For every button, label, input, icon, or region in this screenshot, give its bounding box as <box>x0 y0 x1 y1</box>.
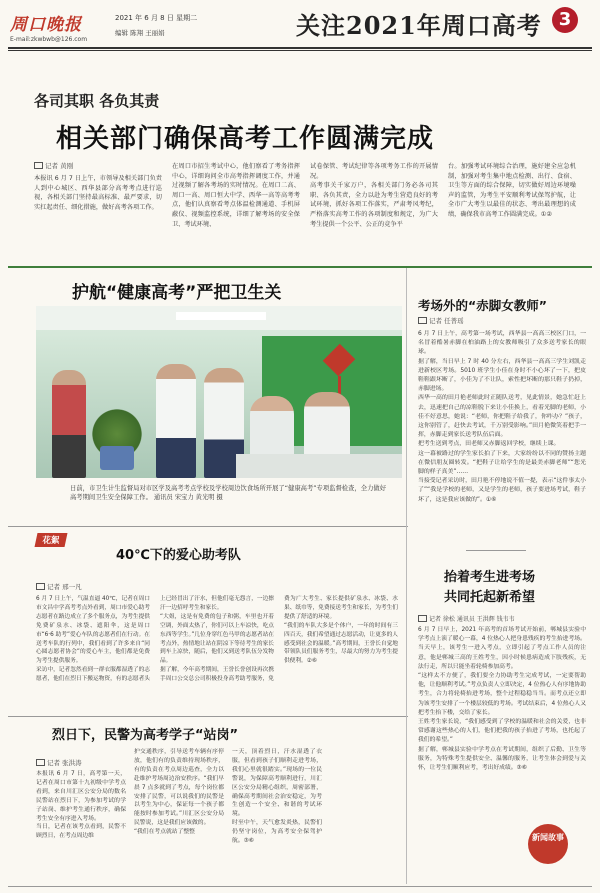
newspaper-logo: 周口晚报 <box>10 15 82 35</box>
photo-person-2 <box>156 364 196 478</box>
photo-counter <box>236 454 402 478</box>
police-headline: 烈日下，民警为高考学子“站岗” <box>52 728 239 743</box>
volunteer-body: 6 月 7 日上午，气温直逼 40℃，记者在周口市文昌中学高考考点外看到，周口市爱心助考志愿者在路边成立了多个服务点，为考生提供免费矿泉水、冰袋、遮阳伞，这是周口市“6·6 助考”爱心车队的志愿者们在行动。在送考车队的行列中，我们看到了许多来自“同心圆志愿者协会”的爱心车主，他们都是免费为考生提供服务。 采访中，记者忽然看到一群衣服都湿透了的志愿者，他们在烈日下搬运物资，有的志愿者头上已经冒出了汗水，但他们毫无怨言，一边擦汗一边招呼考生和家长。 “大姐，这是有免费的包子和粥，车里也开着空调，外面太热了，你们可以上车凉快，吃点东西等学生。”几位身穿红色马甲的志愿者站在考点外，热情地让站在阴凉下等待考生的家长到车上凉快，随后，他们又到送考队伍分发物品。 据了解，今年高考期间，王誉长誉创设再次携手周口公交总公司积极投身高考助考服务，免费为广大考生、家长提供矿泉水、冰袋、水果、纸巾等，免费接送考生和家长，为考生们提供了舒适的环境。 “我们的车队大多是个体户，一年的时间有三四百天，我们希望通过志愿活动，让更多的人感受到社会的温暖。”高考期间，王誉长自觉地带领队员们服务考生，尽最大的努力为考生提供便利。②⑥ <box>36 596 398 683</box>
police-column-2: 护交通秩序，引导送考车辆有序停放，他们有的负责维持现场秩序，有的负责在考点周边巡查，全力以赴维护考场周边治安秩序。“我们早晨 7 点多就到了考点，每个岗位都安排了民警，可以说我们的民警是以考生为中心，保证每一个孩子都能按时参加考试。”川汇区公安分局民警说，这是我们应该做的。 “我们在考点就站了整整 <box>134 749 224 836</box>
lead-column-2: 在周口市招生考试中心，他们察看了考务指挥中心，详细询问全市高考指挥调度工作，并通过视频了解各考场的实时情况。在周口二高、周口一高、周口恒大中学、西华一高等高考考点，他们认真察看考点体温检测通道、手机屏蔽仪、视频监控系统，详细了解考场的安全保卫、考试环境、 <box>172 163 300 228</box>
lead-byline: 记者 黄刚 <box>34 161 73 170</box>
police-byline: 记者 张洪涛 <box>36 758 82 767</box>
health-photo <box>36 306 402 478</box>
lead-headline: 相关部门确保高考工作圆满完成 <box>56 124 435 154</box>
teacher-body: 6 月 7 日上午，高考第一场考试，西华县一高高三校区门口，一名冒着酷暑赤脚在柏油路上的女教师吸引了众多送考家长的眼球。 据了解，当日早上 7 时 40 分左右，西华县一高高三学生刘凯走进新校区考场。5010 班学生小佳在身时不小心坏了一下，把皮鞋鞋跟坏断了，小佳为了不让队，索性把坏断的那只鞋子扔掉，赤脚进场。 西华一高的田月艳老师此时正随队送考，见此情景，她急忙赶上去，迅速把自己的凉鞋脱下来让小佳换上，看着光脚的老师，小佳不好意思，她说：“老师，你把鞋子给我了，你咋办？”孩子，这你别管了，赶快去考试，千万别受影响。”田月艳微笑着把手一挥，赤脚走到家长送考队伍后面。 把考生送到考点，田老师又赤脚返回学校，继续上课。 这一幕被路过的学生家长拍了下来，大家纷纷以不同的赞扬主题在微信朋友圈转发。“把鞋子让给学生的是最美赤脚老师”“您光脚的样子真美”…… 当接受记者采访时，田月艳不停地说不值一提，表示“这件事太小了”“我是学校的老师，又是学生的老师，孩子要进场考试，鞋子坏了，这是我应该做的”。①⑥ <box>418 331 586 503</box>
volunteer-byline: 记者 邢一凡 <box>36 582 82 591</box>
teacher-byline: 记者 任普瑶 <box>418 316 464 325</box>
page-number: 3 <box>558 9 572 30</box>
section-title: 关注2021年周口高考 <box>296 11 542 40</box>
photo-plant-pot <box>100 446 134 470</box>
news-story-badge-label: 新闻故事 <box>532 833 564 842</box>
teacher-headline: 考场外的“赤脚女教师” <box>418 298 547 313</box>
lead-column-3: 试卷保管、考试纪律等各项考务工作的开展情况。 高考事关千家万户，各相关部门务必各司其职、各负其责，全力以赴为考生营造良好的考试环境，抓好各项工作落实，严肃考风考纪，严格落实高考工作的各项制度和规定，为广大考生提供一个公平、公正的竞争平 <box>310 163 438 228</box>
hope-ornament <box>466 540 526 551</box>
health-story <box>18 268 407 522</box>
lead-column-4: 台。加强考试环境综合治理，施好建全应急机制，加强对考生集中地点检测、出行、食宿、卫生等方面的综合保障，切实做好周边环境噪声的监管，为考生平安顺利考试保驾护航，让全市广大考生以最佳的状态、考出最理想的成绩，确保我市高考工作圆满完成。①② <box>448 163 576 218</box>
teacher-story <box>406 268 592 528</box>
hope-story <box>406 530 592 880</box>
news-story-badge <box>528 824 568 864</box>
hope-body: 6 月 7 日早上，2021 年高考的首场考试开始前，郸城县实验中学考点上演了暖心一幕，4 位热心人把身患残疾的考生抬进考场。 当天早上，该考生一进入考点，立即引起了考点工作人员的注意，他是郸城三高的王姓考生，因小时候患病造成下肢残疾，无法行走，所以只能坐着轮椅参加高考。 “这样太不方便了，我们要全力协助考生完成考试，一定要帮助他，让他顺利考试。”考点负责人立即决定，4 位热心人有序地协助考生，合力将轮椅抬进考场，整个过程稳稳当当。而考点还立即为该考生安排了一个楼层较低的考场。考试结束后，4 位热心人又把考生抬下楼，交给了家长。 王姓考生家长说，“我们感受到了学校的温暖和社会的关爱，也非常感谢这些热心的人们，他们把我的孩子抬进了考场，也托起了我们的希望。” 据了解，郸城县实验中学考点在考试期间，组织了后勤、卫生等服务，为特殊考生提供安全、温馨的服务，让考生体会到爱与关怀，让考生们顺利应考，考出好成绩。③⑥ <box>418 627 586 772</box>
photo-ceiling-light <box>176 312 266 320</box>
health-caption: 日前，市卫生计生监督局对市区学及高考考点学校及学校周边饮食场所开展了“健康高考”专项监督检查，全力做好高考期间卫生安全保障工作。 通讯员 宋宝力 黄光明 摄 <box>70 485 386 502</box>
masthead <box>0 0 600 64</box>
hope-byline: 记者 徐松 通讯员 王洪辉 钱韦韦 <box>418 614 515 623</box>
photo-person-1 <box>52 370 86 478</box>
issue-date: 2021 年 6 月 8 日 星期二 <box>115 14 198 22</box>
hope-headline-2: 共同托起新希望 <box>444 590 536 605</box>
email-line: E-mail:zkwbwb@126.com <box>10 36 88 43</box>
lead-kicker: 各司其职 各负其责 <box>34 92 160 110</box>
volunteer-headline: 40℃下的爱心助考队 <box>116 548 241 563</box>
health-headline: 护航“健康高考”严把卫生关 <box>72 283 282 303</box>
sidebar-tag: 花絮 <box>42 536 60 546</box>
page-editor: 编辑 陈翔 王丽娟 <box>115 29 165 37</box>
hope-headline-1: 抬着考生进考场 <box>444 570 536 585</box>
police-column-1: 本报讯 6 月 7 日，高考第一天，记者在周口市第十九初级中学考点看到，来自川汇区公安分局的数名民警站在烈日下，为参加考试的学子站岗、维护考生通行秩序，确保考生安全有序进入考场。 当日，记者在该考点看到，民警不顾烈日，在考点周边维 <box>36 771 126 840</box>
lead-column-1: 本报讯 6 月 7 日上午，市领导及相关部门负责人到中心城区、西华县部分高考考点进行巡视，各相关部门坚持最高标准、最严要求，切实扛起责任、细化措施，做好高考各项工作。 <box>34 175 162 211</box>
police-column-3: 一天，顶着烈日，汗水湿透了衣服，但看到孩子们顺利走进考场，我们心里就很踏实。”现场的一位民警说，为保障高考顺利进行，川汇区公安分局精心组织，周密部署，确保高考期间社会治安稳定，为考生创造一个安全、和谐的考试环境。 时至中午，天气愈发炎热，民警们仍坚守岗位，为高考安全保驾护航。③⑥ <box>232 749 322 845</box>
